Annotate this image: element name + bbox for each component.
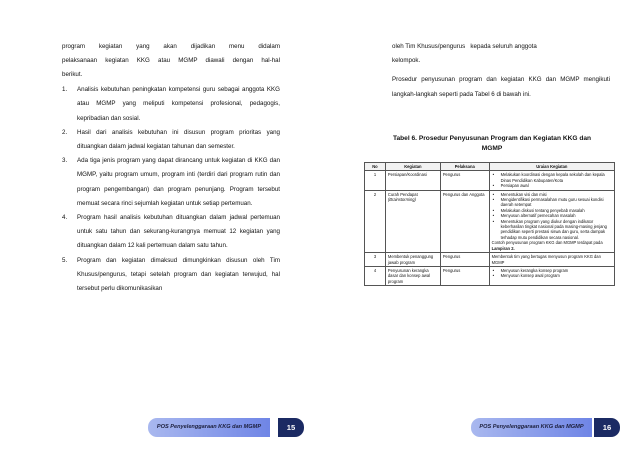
uraian-bullet: • Melakukan diskusi tentang penyebab masalah [492,208,612,213]
list-item [62,126,280,154]
list-item-text: Program dan kegiatan dimaksud dimungkinkan disusun oleh Tim Khusus/pengurus, tetapi setelah program dan kegiatan terwujud, hal tersebut perlu dikomunikasikan [77,256,280,292]
right-body-text [392,40,610,102]
page-number: 16 [594,418,620,437]
cell-no: 1 [365,171,386,190]
table-row [365,253,615,267]
cell-pelaksana: Pengurus dan Anggota [440,190,489,252]
list-item-number: 5. [62,256,68,264]
uraian-bullet: • Mengidentifikasi permasalahan mutu guru sesuai kondisi daerah setempat [492,197,612,208]
uraian-bullet: • Persiapan awal [492,183,612,188]
header-kegiatan: Kegiatan [385,163,440,171]
table-title-line-2: MGMP [481,144,503,152]
table-row [365,190,615,252]
uraian-bullet: • Menentukan visi dan misi [492,192,612,197]
intro-line-2: pelaksanaan kegiatan KKG atau MGMP diawali dengan hal-hal [62,57,280,65]
table-row [365,266,615,285]
list-item [62,254,280,297]
list-item [62,83,280,126]
header-uraian: Uraian Kegiatan [489,163,614,171]
list-item-text: Ada tiga jenis program yang dapat dirancang untuk kegiatan di KKG dan MGMP, yaitu program umum, program inti (terdiri dari program rutin dan program pengembangan) dan program penunjang. Program tersebut memuat secara rinci sejumlah kegiatan untuk setiap pertemuan. [77,157,280,207]
cell-kegiatan: Persiapan/Koordinasi [385,171,440,190]
kegiatan-note: (Brainstorming) [387,197,416,203]
cell-pelaksana: Pengurus [440,171,489,190]
list-item-number: 2. [62,128,68,136]
uraian-bullet: • Melakukan koordinasi dengan kepala sekolah dan kepala Dinas Pendidikan Kabupaten/Kota [492,172,612,183]
page-number: 15 [278,418,304,437]
table-row [365,171,615,190]
left-body-text [62,40,280,296]
list-item-number: 1. [62,86,68,94]
uraian-bullet: • Menyusun alternatif pemecahan masalah [492,213,612,218]
cell-kegiatan [385,190,440,252]
table-title [369,134,615,153]
table-header-row [365,163,615,171]
list-item [62,154,280,211]
cell-uraian [489,190,614,252]
list-item [62,211,280,254]
cell-no: 2 [365,190,386,252]
cell-uraian [489,171,614,190]
uraian-note: Contoh penyusunan program KKG dan MGMP terdapat pada [491,240,603,246]
list-item-number: 3. [62,157,68,165]
cell-uraian [489,266,614,285]
list-item-text: Analisis kebutuhan peningkatan kompetensi guru sebagai anggota KKG atau MGMP yang meliputi kompetensi profesional, pedagogis, kepribadian dan sosial. [77,86,280,122]
table-title-line-1: Tabel 6. Prosedur Penyusunan Program dan Kegiatan KKG dan [392,135,592,142]
intro-line-3: berikut. [62,71,83,79]
cell-kegiatan: Membentuk penanggung jawab program [385,253,440,267]
cell-no: 4 [365,266,386,285]
header-no: No [365,163,386,171]
cell-uraian: Membentuk tim yang bertugas menyusun program KKG dan MGMP [489,253,614,267]
list-item-number: 4. [62,213,68,221]
footer-title: POS Penyelenggaraan KKG dan MGMP [148,418,270,437]
uraian-bullet: • Menentukan program yang diukur dengan indikator keberhasilan tingkat nasional pada masing-masing jenjang pendidikan seperti prestasi siswa dan guru, serta dampak terhadap mutu pendidikan secara nasional. [492,219,612,241]
procedure-table [364,162,615,286]
cell-no: 3 [365,253,386,267]
uraian-bullet: • Menyusun kerangka konsep program [492,268,612,273]
cell-kegiatan: Penyusunan kerangka dasar dan konsep awal program [385,266,440,285]
list-item-text: Program hasil analisis kebutuhan dituangkan dalam jadwal pertemuan untuk satu tahun dan sekurang-kurangnya memuat 12 kegiatan yang dituangkan dalam 12 kali pertemuan dalam satu tahun. [77,213,280,250]
uraian-note-ref: Lampiran 2. [491,245,515,251]
continuation-line-2: kelompok. [392,57,421,65]
header-pelaksana: Pelaksana [440,163,489,171]
kegiatan-label: Curah Pendapat [387,191,418,197]
cell-pelaksana: Pengurus [440,253,489,267]
procedure-paragraph: Prosedur penyusunan program dan kegiatan KKG dan MGMP mengikuti langkah-langkah seperti pada Tabel 6 di bawah ini. [392,76,610,98]
continuation-line-1: oleh Tim Khusus/pengurus kepada seluruh anggota [392,43,537,50]
cell-pelaksana: Pengurus [440,266,489,285]
list-item-text: Hasil dari analisis kebutuhan ini disusun program prioritas yang dituangkan dalam jadwal kegiatan tahunan dan semester. [77,128,280,150]
uraian-bullet: • Menyusun konsep awal program [492,273,612,278]
intro-line-1: program kegiatan yang akan dijadikan menu didalam [62,43,280,50]
footer-title: POS Penyelenggaraan KKG dan MGMP [471,418,592,437]
